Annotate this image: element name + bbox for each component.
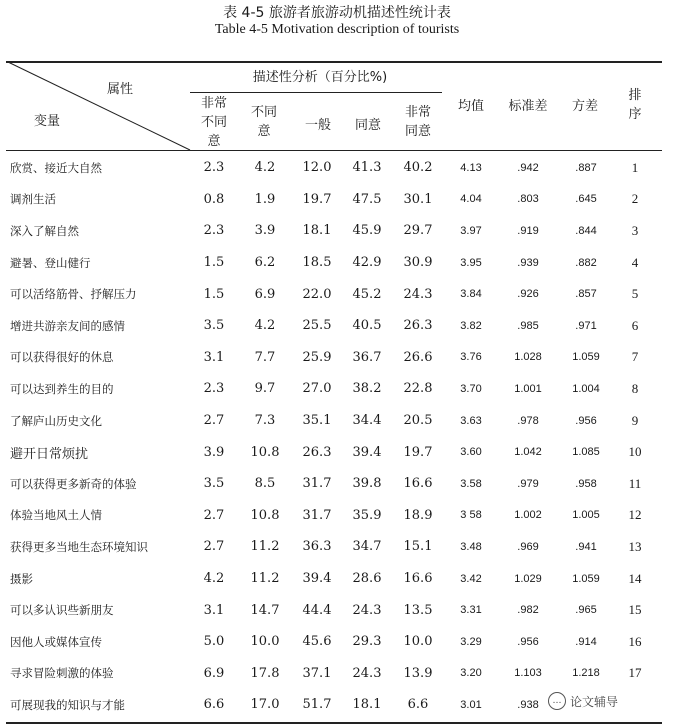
row-percent-3: 31.7 bbox=[302, 507, 332, 523]
row-rank: 14 bbox=[628, 570, 642, 586]
row-percent-5: 6.6 bbox=[407, 697, 429, 713]
row-percent-5: 24.3 bbox=[403, 286, 433, 302]
table-row bbox=[0, 342, 656, 374]
row-percent-2: 11.2 bbox=[250, 539, 280, 555]
row-percent-1: 3.5 bbox=[203, 476, 225, 492]
row-percent-1: 2.3 bbox=[203, 160, 225, 176]
row-mean: 3.84 bbox=[460, 288, 482, 301]
row-variable: 寻求冒险刺激的体验 bbox=[10, 666, 114, 681]
header-variance: 方差 bbox=[571, 99, 598, 114]
row-percent-1: 3.1 bbox=[203, 602, 225, 618]
row-percent-4: 29.3 bbox=[352, 634, 382, 650]
row-percent-4: 35.9 bbox=[352, 507, 382, 523]
row-sd: .919 bbox=[517, 224, 539, 237]
row-percent-5: 26.3 bbox=[403, 318, 433, 334]
row-percent-3: 35.1 bbox=[302, 413, 332, 429]
row-variable: 可展现我的知识与才能 bbox=[10, 697, 125, 712]
watermark-text: 论文辅导 bbox=[570, 694, 619, 709]
row-sd: .939 bbox=[517, 256, 539, 269]
row-percent-3: 19.7 bbox=[302, 191, 332, 207]
table-row bbox=[0, 152, 656, 184]
row-sd: .956 bbox=[517, 635, 539, 648]
row-percent-1: 4.2 bbox=[203, 571, 225, 587]
row-percent-4: 40.5 bbox=[352, 318, 382, 334]
row-mean: 3.42 bbox=[460, 572, 482, 585]
header-variable: 变量 bbox=[33, 114, 60, 129]
row-mean: 3.95 bbox=[460, 256, 482, 269]
row-variable: 增进共游亲友间的感情 bbox=[10, 318, 125, 333]
row-percent-5: 30.1 bbox=[403, 191, 433, 207]
row-rank: 1 bbox=[631, 159, 639, 175]
row-percent-1: 3.5 bbox=[203, 318, 225, 334]
row-percent-4: 42.9 bbox=[352, 255, 382, 271]
row-sd: 1.028 bbox=[514, 351, 542, 364]
table-title-cn: 表 4-5 旅游者旅游动机描述性统计表 bbox=[223, 5, 451, 21]
row-percent-5: 13.9 bbox=[403, 665, 433, 681]
table-row bbox=[0, 247, 656, 279]
row-sd: .942 bbox=[517, 161, 539, 174]
row-sd: 1.002 bbox=[514, 509, 542, 522]
row-percent-3: 37.1 bbox=[302, 665, 332, 681]
table-row bbox=[0, 405, 656, 437]
row-percent-4: 47.5 bbox=[352, 191, 382, 207]
table-row bbox=[0, 373, 656, 405]
header-rank: 排 序 bbox=[628, 88, 642, 122]
row-percent-2: 6.9 bbox=[254, 286, 276, 302]
row-sd: .926 bbox=[517, 288, 539, 301]
row-variable: 可以获得更多新奇的体验 bbox=[10, 476, 137, 491]
table-row bbox=[0, 626, 656, 658]
row-variance: 1.004 bbox=[572, 382, 600, 395]
row-sd: .969 bbox=[517, 540, 539, 553]
row-rank: 13 bbox=[628, 538, 642, 554]
row-percent-1: 1.5 bbox=[203, 286, 225, 302]
row-percent-2: 6.2 bbox=[254, 255, 276, 271]
row-percent-4: 45.2 bbox=[352, 286, 382, 302]
row-rank: 5 bbox=[631, 286, 639, 302]
row-percent-3: 26.3 bbox=[302, 444, 332, 460]
row-variance: 1.059 bbox=[572, 351, 600, 364]
row-percent-4: 34.7 bbox=[352, 539, 382, 555]
table-row bbox=[0, 658, 656, 690]
row-percent-5: 16.6 bbox=[403, 476, 433, 492]
row-mean: 4.13 bbox=[460, 161, 482, 174]
row-percent-4: 39.4 bbox=[352, 444, 382, 460]
row-percent-4: 45.9 bbox=[352, 223, 382, 239]
row-percent-5: 10.0 bbox=[403, 634, 433, 650]
row-variable: 体验当地风土人情 bbox=[10, 508, 102, 523]
row-rank: 10 bbox=[628, 444, 642, 460]
row-mean: 3.31 bbox=[460, 604, 482, 617]
row-variable: 避暑、登山健行 bbox=[10, 255, 91, 270]
row-percent-5: 13.5 bbox=[403, 602, 433, 618]
row-percent-5: 18.9 bbox=[403, 507, 433, 523]
table-row bbox=[0, 531, 656, 563]
header-mean: 均值 bbox=[457, 99, 484, 114]
watermark bbox=[548, 690, 652, 712]
row-variable: 可以获得很好的休息 bbox=[10, 350, 114, 365]
table-row bbox=[0, 563, 656, 595]
row-percent-2: 11.2 bbox=[250, 571, 280, 587]
row-sd: .803 bbox=[517, 193, 539, 206]
header-sd: 标准差 bbox=[508, 99, 548, 114]
row-rank: 9 bbox=[631, 412, 639, 428]
row-percent-3: 44.4 bbox=[302, 602, 332, 618]
row-percent-1: 2.3 bbox=[203, 223, 225, 239]
row-rank: 8 bbox=[631, 380, 639, 396]
row-percent-1: 3.1 bbox=[203, 349, 225, 365]
row-percent-5: 29.7 bbox=[403, 223, 433, 239]
row-sd: .982 bbox=[517, 604, 539, 617]
row-percent-3: 25.5 bbox=[302, 318, 332, 334]
header-agree: 同意 bbox=[354, 118, 381, 133]
row-percent-5: 15.1 bbox=[403, 539, 433, 555]
table-row bbox=[0, 215, 656, 247]
row-percent-1: 2.7 bbox=[203, 413, 225, 429]
row-percent-1: 5.0 bbox=[203, 634, 225, 650]
row-sd: .985 bbox=[517, 319, 539, 332]
row-percent-1: 2.3 bbox=[203, 381, 225, 397]
row-variable: 因他人或媒体宣传 bbox=[10, 634, 102, 649]
header-group: 描述性分析（百分比%) bbox=[252, 70, 388, 85]
row-percent-5: 20.5 bbox=[403, 413, 433, 429]
row-percent-4: 24.3 bbox=[352, 602, 382, 618]
row-variance: .941 bbox=[575, 540, 597, 553]
row-variance: .645 bbox=[575, 193, 597, 206]
row-percent-3: 51.7 bbox=[302, 697, 332, 713]
header-neutral: 一般 bbox=[304, 118, 331, 133]
row-mean: 3.82 bbox=[460, 319, 482, 332]
header-disagree: 不同 意 bbox=[250, 105, 277, 139]
row-percent-2: 8.5 bbox=[254, 476, 276, 492]
row-variance: .914 bbox=[575, 635, 597, 648]
row-percent-3: 12.0 bbox=[302, 160, 332, 176]
row-variance: .971 bbox=[575, 319, 597, 332]
table-row bbox=[0, 594, 656, 626]
row-percent-3: 25.9 bbox=[302, 349, 332, 365]
row-mean: 3.48 bbox=[460, 540, 482, 553]
row-mean: 3 58 bbox=[460, 509, 482, 522]
row-percent-2: 3.9 bbox=[254, 223, 276, 239]
row-sd: 1.103 bbox=[514, 667, 542, 680]
row-variance: 1.005 bbox=[572, 509, 600, 522]
header-strongly-disagree: 非常 不同 意 bbox=[200, 96, 227, 149]
table-row bbox=[0, 436, 656, 468]
row-variable: 摄影 bbox=[10, 571, 33, 586]
row-percent-5: 30.9 bbox=[403, 255, 433, 271]
row-rank: 15 bbox=[628, 602, 642, 618]
row-percent-4: 28.6 bbox=[352, 571, 382, 587]
row-variance: .958 bbox=[575, 477, 597, 490]
row-mean: 3.58 bbox=[460, 477, 482, 490]
table-row bbox=[0, 278, 656, 310]
row-rank: 2 bbox=[631, 191, 639, 207]
row-rank: 12 bbox=[628, 507, 642, 523]
row-sd: 1.042 bbox=[514, 446, 542, 459]
row-percent-5: 22.8 bbox=[403, 381, 433, 397]
row-percent-1: 2.7 bbox=[203, 539, 225, 555]
row-variance: .857 bbox=[575, 288, 597, 301]
row-percent-2: 10.8 bbox=[250, 444, 280, 460]
row-percent-1: 0.8 bbox=[203, 191, 225, 207]
row-percent-5: 16.6 bbox=[403, 571, 433, 587]
row-percent-3: 45.6 bbox=[302, 634, 332, 650]
row-mean: 3.63 bbox=[460, 414, 482, 427]
row-percent-3: 22.0 bbox=[302, 286, 332, 302]
row-percent-1: 2.7 bbox=[203, 507, 225, 523]
row-percent-4: 24.3 bbox=[352, 665, 382, 681]
row-percent-2: 17.0 bbox=[250, 697, 280, 713]
row-percent-3: 27.0 bbox=[302, 381, 332, 397]
row-variance: 1.218 bbox=[572, 667, 600, 680]
row-percent-2: 4.2 bbox=[254, 318, 276, 334]
row-percent-1: 6.9 bbox=[203, 665, 225, 681]
row-percent-2: 9.7 bbox=[254, 381, 276, 397]
row-mean: 3.60 bbox=[460, 446, 482, 459]
chat-bubble-icon: … bbox=[548, 692, 566, 710]
row-percent-5: 40.2 bbox=[403, 160, 433, 176]
row-variable: 调剂生活 bbox=[10, 192, 56, 207]
row-variance: 1.059 bbox=[572, 572, 600, 585]
table-row bbox=[0, 468, 656, 500]
row-rank: 4 bbox=[631, 254, 639, 270]
header-strongly-agree: 非常 同意 bbox=[404, 105, 431, 139]
row-rank: 16 bbox=[628, 633, 642, 649]
table-row bbox=[0, 500, 656, 532]
row-rank: 6 bbox=[631, 317, 639, 333]
row-percent-2: 7.3 bbox=[254, 413, 276, 429]
row-variable: 深入了解自然 bbox=[10, 223, 79, 238]
row-variable: 避开日常烦扰 bbox=[10, 446, 89, 462]
row-percent-2: 10.8 bbox=[250, 507, 280, 523]
row-percent-2: 1.9 bbox=[254, 191, 276, 207]
row-variable: 可以多认识些新朋友 bbox=[10, 603, 114, 618]
row-percent-3: 18.5 bbox=[302, 255, 332, 271]
row-variance: .965 bbox=[575, 604, 597, 617]
row-percent-2: 10.0 bbox=[250, 634, 280, 650]
row-percent-3: 18.1 bbox=[302, 223, 332, 239]
row-percent-4: 39.8 bbox=[352, 476, 382, 492]
row-variance: .844 bbox=[575, 224, 597, 237]
row-percent-3: 36.3 bbox=[302, 539, 332, 555]
row-percent-4: 38.2 bbox=[352, 381, 382, 397]
table-row bbox=[0, 310, 656, 342]
row-percent-5: 19.7 bbox=[403, 444, 433, 460]
row-percent-2: 17.8 bbox=[250, 665, 280, 681]
table-row bbox=[0, 184, 656, 216]
row-percent-5: 26.6 bbox=[403, 349, 433, 365]
row-variance: .887 bbox=[575, 161, 597, 174]
row-rank: 11 bbox=[628, 475, 642, 491]
row-percent-2: 7.7 bbox=[254, 349, 276, 365]
row-mean: 3.20 bbox=[460, 667, 482, 680]
row-percent-2: 14.7 bbox=[250, 602, 280, 618]
row-variable: 获得更多当地生态环境知识 bbox=[10, 539, 148, 554]
row-sd: .938 bbox=[517, 698, 539, 711]
table-title-en: Table 4-5 Motivation description of tourists bbox=[214, 22, 460, 37]
row-variance: .882 bbox=[575, 256, 597, 269]
row-rank: 7 bbox=[631, 349, 639, 365]
row-percent-4: 36.7 bbox=[352, 349, 382, 365]
row-sd: 1.001 bbox=[514, 382, 542, 395]
row-mean: 3.70 bbox=[460, 382, 482, 395]
row-variable: 可以达到养生的目的 bbox=[10, 381, 114, 396]
row-rank: 17 bbox=[628, 665, 642, 681]
row-variance: .956 bbox=[575, 414, 597, 427]
row-percent-1: 1.5 bbox=[203, 255, 225, 271]
row-variance: 1.085 bbox=[572, 446, 600, 459]
row-percent-4: 18.1 bbox=[352, 697, 382, 713]
row-mean: 3.29 bbox=[460, 635, 482, 648]
row-mean: 3.01 bbox=[460, 698, 482, 711]
row-sd: .979 bbox=[517, 477, 539, 490]
row-mean: 3.97 bbox=[460, 224, 482, 237]
row-variable: 了解庐山历史文化 bbox=[10, 413, 102, 428]
row-percent-4: 34.4 bbox=[352, 413, 382, 429]
row-rank: 3 bbox=[631, 222, 639, 238]
row-sd: .978 bbox=[517, 414, 539, 427]
row-percent-4: 41.3 bbox=[352, 160, 382, 176]
row-mean: 4.04 bbox=[460, 193, 482, 206]
row-percent-1: 3.9 bbox=[203, 444, 225, 460]
row-variable: 可以活络筋骨、抒解压力 bbox=[10, 287, 137, 302]
row-percent-3: 39.4 bbox=[302, 571, 332, 587]
row-variable: 欣赏、接近大自然 bbox=[10, 160, 102, 175]
row-percent-2: 4.2 bbox=[254, 160, 276, 176]
header-attribute: 属性 bbox=[106, 82, 133, 97]
row-sd: 1.029 bbox=[514, 572, 542, 585]
row-mean: 3.76 bbox=[460, 351, 482, 364]
row-percent-1: 6.6 bbox=[203, 697, 225, 713]
row-percent-3: 31.7 bbox=[302, 476, 332, 492]
